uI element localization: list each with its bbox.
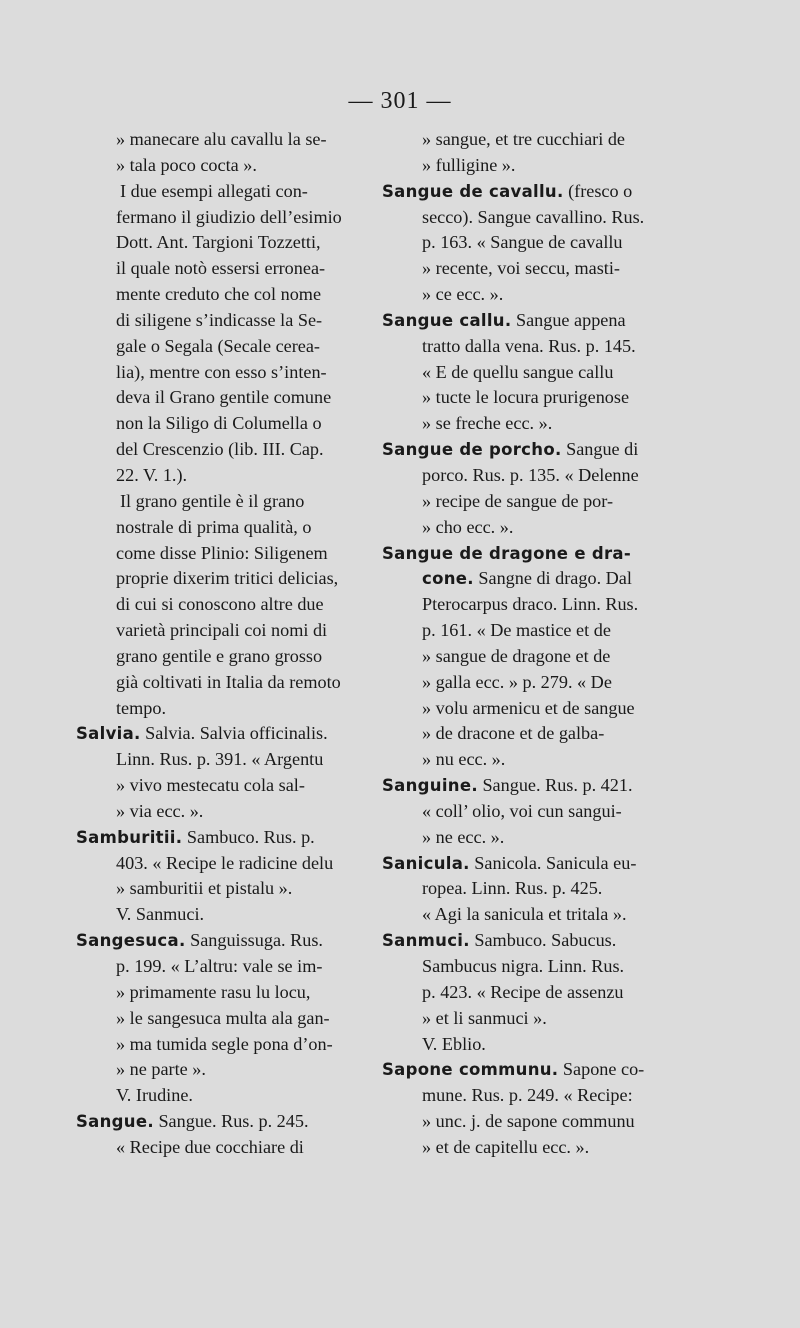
text-line — [76, 256, 364, 282]
text-line — [382, 515, 672, 541]
text-line — [382, 670, 672, 696]
line-text: » cho ecc. ». — [422, 516, 514, 537]
text-line — [382, 411, 672, 437]
text-line — [76, 515, 364, 541]
text-line — [76, 205, 364, 231]
text-line — [76, 954, 364, 980]
text-line — [76, 179, 364, 205]
text-line — [76, 566, 364, 592]
text-line — [76, 385, 364, 411]
line-text: Sanicola. Sanicula eu- — [469, 852, 637, 873]
text-line — [76, 799, 364, 825]
line-text: » vivo mestecatu cola sal- — [116, 775, 305, 796]
line-text: » recente, voi seccu, masti- — [422, 258, 620, 279]
line-text: » unc. j. de sapone communu — [422, 1111, 635, 1132]
line-text: tempo. — [116, 697, 167, 718]
entry-headword: Sangue. — [76, 1112, 154, 1132]
line-text: fermano il giudizio dell’esimio — [116, 206, 342, 227]
line-text: Salvia. Salvia officinalis. — [140, 723, 328, 744]
line-text: I due esempi allegati con- — [120, 180, 308, 201]
line-text: » et li sanmuci ». — [422, 1007, 547, 1028]
line-text: del Crescenzio (lib. III. Cap. — [116, 439, 324, 460]
line-text: » tucte le locura prurigenose — [422, 387, 630, 408]
text-line — [382, 179, 672, 205]
line-text: Il grano gentile è il grano — [120, 490, 305, 511]
text-line — [382, 696, 672, 722]
entry-headword: Sangue de dragone e dra- — [382, 543, 631, 563]
line-text: » via ecc. ». — [116, 800, 204, 821]
text-line — [382, 902, 672, 928]
entry-headword: Sanmuci. — [382, 931, 470, 951]
right-column — [382, 127, 672, 1161]
line-text: « Agi la sanicula et tritala ». — [422, 904, 627, 925]
text-line — [76, 308, 364, 334]
text-line — [76, 411, 364, 437]
text-line — [76, 644, 364, 670]
text-line — [382, 721, 672, 747]
line-text: « E de quellu sangue callu — [422, 361, 614, 382]
text-line — [382, 980, 672, 1006]
line-text: già coltivati in Italia da remoto — [116, 671, 341, 692]
text-line — [76, 928, 364, 954]
text-line — [76, 1032, 364, 1058]
text-line — [76, 773, 364, 799]
line-text: » ce ecc. ». — [422, 284, 504, 305]
entry-headword: Samburitii. — [76, 827, 183, 847]
line-text: Sangue di — [561, 439, 639, 460]
text-line — [382, 1006, 672, 1032]
left-column — [76, 127, 364, 1161]
text-line — [76, 282, 364, 308]
text-line — [382, 928, 672, 954]
text-line — [76, 230, 364, 256]
entry-headword: Sanicula. — [382, 853, 470, 873]
text-line — [76, 1006, 364, 1032]
line-text: » galla ecc. » p. 279. « De — [422, 671, 612, 692]
line-text: Sapone co- — [558, 1059, 645, 1080]
text-line — [382, 618, 672, 644]
text-line — [382, 205, 672, 231]
text-line — [76, 980, 364, 1006]
text-line — [76, 592, 364, 618]
line-text: Sangne di drago. Dal — [473, 568, 632, 589]
line-text: p. 161. « De mastice et de — [422, 620, 611, 641]
line-text: il quale notò essersi erronea- — [116, 258, 326, 279]
text-line — [382, 851, 672, 877]
text-line — [76, 618, 364, 644]
line-text: » ne parte ». — [116, 1059, 206, 1080]
text-line — [76, 489, 364, 515]
line-text: » le sangesuca multa ala gan- — [116, 1007, 330, 1028]
text-line — [382, 566, 672, 592]
line-text: Sanguissuga. Rus. — [185, 930, 323, 951]
text-line — [76, 721, 364, 747]
line-text: lia), mentre con esso s’inten- — [116, 361, 327, 382]
line-text: » volu armenicu et de sangue — [422, 697, 635, 718]
text-line — [76, 541, 364, 567]
line-text: ropea. Linn. Rus. p. 425. — [422, 878, 603, 899]
line-text: « coll’ olio, voi cun sangui- — [422, 800, 622, 821]
line-text: » tala poco cocta ». — [116, 154, 257, 175]
line-text: » manecare alu cavallu la se- — [116, 129, 327, 149]
line-text: Sangue appena — [511, 309, 626, 330]
line-text: 22. V. 1.). — [116, 464, 188, 485]
entry-headword: Sangesuca. — [76, 931, 186, 951]
text-line — [76, 825, 364, 851]
entry-headword: Sangue de cavallu. — [382, 181, 564, 201]
line-text: » primamente rasu lu locu, — [116, 981, 311, 1002]
line-text: V. Irudine. — [116, 1085, 193, 1106]
line-text: deva il Grano gentile comune — [116, 387, 332, 408]
line-text: 403. « Recipe le radicine delu — [116, 852, 334, 873]
text-line — [76, 334, 364, 360]
text-line — [76, 851, 364, 877]
text-line — [76, 1057, 364, 1083]
line-text: grano gentile e grano grosso — [116, 645, 323, 666]
text-line — [76, 437, 364, 463]
text-line — [382, 463, 672, 489]
text-line — [76, 127, 364, 153]
line-text: come disse Plinio: Siligenem — [116, 542, 328, 563]
text-line — [76, 696, 364, 722]
line-text: » ne ecc. ». — [422, 826, 505, 847]
line-text: proprie dixerim tritici delicias, — [116, 568, 339, 589]
line-text: Dott. Ant. Targioni Tozzetti, — [116, 232, 321, 253]
text-line — [382, 592, 672, 618]
line-text: Sambuco. Rus. p. — [182, 826, 315, 847]
text-line — [76, 747, 364, 773]
line-text: « Recipe due cocchiare di — [116, 1136, 304, 1157]
line-text: » samburitii et pistalu ». — [116, 878, 293, 899]
text-line — [76, 902, 364, 928]
line-text: mune. Rus. p. 249. « Recipe: — [422, 1085, 633, 1106]
entry-headword: Sangue callu. — [382, 310, 512, 330]
line-text: nostrale di prima qualità, o — [116, 516, 312, 537]
text-line — [382, 644, 672, 670]
line-text: » sangue de dragone et de — [422, 645, 611, 666]
text-line — [382, 1109, 672, 1135]
line-text: V. Sanmuci. — [116, 904, 205, 925]
entry-headword: cone. — [422, 569, 474, 589]
line-text: mente creduto che col nome — [116, 284, 322, 305]
text-line — [382, 385, 672, 411]
line-text: » de dracone et de galba- — [422, 723, 605, 744]
line-text: Pterocarpus draco. Linn. Rus. — [422, 594, 639, 615]
text-line — [382, 489, 672, 515]
line-text: » sangue, et tre cucchiari de — [422, 129, 625, 149]
text-line — [382, 437, 672, 463]
line-text: V. Eblio. — [422, 1033, 486, 1054]
line-text: (fresco o — [563, 180, 633, 201]
text-line — [382, 230, 672, 256]
line-text: » se freche ecc. ». — [422, 413, 553, 434]
line-text: di siligene s’indicasse la Se- — [116, 309, 323, 330]
text-line — [382, 308, 672, 334]
line-text: » fulligine ». — [422, 154, 516, 175]
entry-headword: Salvia. — [76, 724, 141, 744]
line-text: » recipe de sangue de por- — [422, 490, 614, 511]
text-line — [382, 1135, 672, 1161]
text-line — [382, 256, 672, 282]
line-text: Sangue. Rus. p. 421. — [477, 775, 633, 796]
text-line — [382, 1083, 672, 1109]
line-text: porco. Rus. p. 135. « Delenne — [422, 464, 639, 485]
line-text: secco). Sangue cavallino. Rus. — [422, 206, 645, 227]
line-text: gale o Segala (Secale cerea- — [116, 335, 320, 356]
line-text: varietà principali coi nomi di — [116, 620, 328, 641]
line-text: p. 423. « Recipe de assenzu — [422, 981, 624, 1002]
text-line — [382, 954, 672, 980]
text-line — [76, 463, 364, 489]
line-text: Sambuco. Sabucus. — [469, 930, 617, 951]
text-line — [382, 876, 672, 902]
line-text: p. 163. « Sangue de cavallu — [422, 232, 623, 253]
text-line — [76, 153, 364, 179]
text-line — [382, 541, 672, 567]
text-line — [382, 799, 672, 825]
line-text: di cui si conoscono altre due — [116, 594, 324, 615]
text-line — [382, 334, 672, 360]
entry-headword: Sanguine. — [382, 776, 478, 796]
entry-headword: Sangue de porcho. — [382, 440, 562, 460]
text-line — [76, 876, 364, 902]
text-line — [382, 825, 672, 851]
page-number: — 301 — — [348, 88, 452, 114]
line-text: Sambucus nigra. Linn. Rus. — [422, 956, 625, 976]
text-line — [382, 127, 672, 153]
text-line — [382, 153, 672, 179]
text-line — [76, 1083, 364, 1109]
line-text: » et de capitellu ecc. ». — [422, 1136, 590, 1157]
entry-headword: Sapone communu. — [382, 1060, 559, 1080]
text-line — [76, 1109, 364, 1135]
line-text: » nu ecc. ». — [422, 749, 506, 770]
line-text: Sangue. Rus. p. 245. — [153, 1111, 309, 1132]
line-text: » ma tumida segle pona d’on- — [116, 1033, 333, 1054]
line-text: p. 199. « L’altru: vale se im- — [116, 956, 323, 976]
text-line — [382, 747, 672, 773]
text-line — [382, 1032, 672, 1058]
line-text: non la Siligo di Columella o — [116, 413, 322, 434]
text-line — [76, 360, 364, 386]
line-text: Linn. Rus. p. 391. « Argentu — [116, 749, 324, 770]
text-line — [76, 1135, 364, 1161]
text-line — [382, 282, 672, 308]
text-line — [382, 360, 672, 386]
text-line — [382, 1057, 672, 1083]
line-text: tratto dalla vena. Rus. p. 145. — [422, 335, 636, 356]
text-line — [76, 670, 364, 696]
text-line — [382, 773, 672, 799]
